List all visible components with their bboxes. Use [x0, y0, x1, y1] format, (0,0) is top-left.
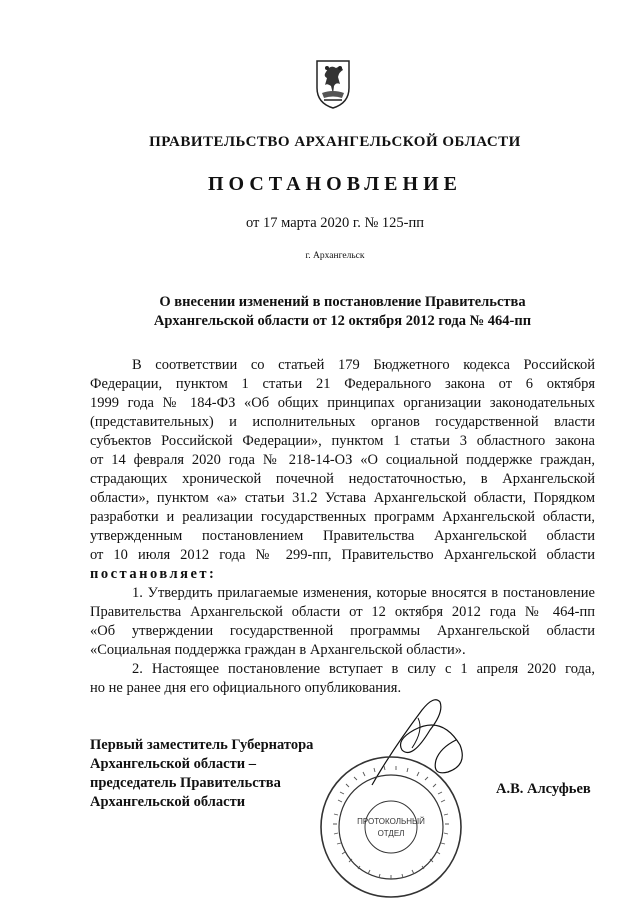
- signatory-title-line: Архангельской области –: [90, 756, 256, 772]
- body-line: «Об утверждении государственной программы Архангельской области: [90, 623, 595, 639]
- document-type: ПОСТАНОВЛЕНИЕ: [208, 173, 462, 195]
- document-subject: [90, 293, 595, 331]
- stamp-text-2: ОТДЕЛ: [377, 829, 405, 838]
- body-line: «Социальная поддержка граждан в Архангельской области».: [90, 642, 466, 658]
- body-line: Правительства Архангельской области от 12 октября 2012 года № 464-пп: [90, 604, 595, 620]
- body-line: области», пунктом «а» статьи 31.2 Устава Архангельской области, Порядком: [90, 490, 595, 506]
- subject-line: Архангельской области от 12 октября 2012 года № 464-пп: [153, 313, 532, 329]
- coat-of-arms-icon: [314, 58, 352, 110]
- official-stamp: [316, 752, 466, 902]
- stamp-text-1: ПРОТОКОЛЬНЫЙ: [357, 817, 425, 826]
- body-line: (представительных) и исполнительных органов государственной власти: [90, 414, 595, 430]
- body-line: 1999 года № 184-ФЗ «Об общих принципах организации законодательных: [90, 395, 595, 411]
- signer-name: А.В. Алсуфьев: [496, 781, 591, 797]
- body-line: утвержденным постановлением Правительства Архангельской области: [90, 528, 595, 544]
- document-date-number: от 17 марта 2020 г. № 125-пп: [245, 215, 425, 231]
- subject-line: О внесении изменений в постановление Правительства: [159, 294, 526, 310]
- signatory-title-line: Первый заместитель Губернатора: [90, 737, 314, 753]
- body-line: Федерации, пунктом 1 статьи 21 Федерального закона от 6 октября: [90, 376, 595, 392]
- document-body: [90, 356, 595, 698]
- body-line: от 10 июля 2012 года № 299-пп, Правительство Архангельской области: [90, 547, 595, 563]
- document-city: г. Архангельск: [305, 251, 365, 261]
- body-line: 2. Настоящее постановление вступает в силу с 1 апреля 2020 года,: [132, 661, 595, 677]
- body-line: страдающих хронической почечной недостаточностью, в Архангельской: [90, 471, 595, 487]
- signatory-title: [90, 736, 313, 812]
- body-line-resolves: постановляет:: [90, 566, 217, 582]
- signatory-title-line: председатель Правительства: [90, 775, 281, 791]
- body-line: субъектов Российской Федерации», пунктом 1 статьи 3 областного закона: [90, 433, 595, 449]
- body-line: В соответствии со статьей 179 Бюджетного кодекса Российской: [132, 357, 595, 373]
- body-line: но не ранее дня его официального опубликования.: [90, 680, 402, 696]
- body-line: разработки и реализации государственных программ Архангельской области,: [90, 509, 595, 525]
- organization-name: ПРАВИТЕЛЬСТВО АРХАНГЕЛЬСКОЙ ОБЛАСТИ: [149, 134, 521, 150]
- body-line: от 14 февраля 2020 года № 218-14-ОЗ «О социальной поддержке граждан,: [90, 452, 595, 468]
- body-line: 1. Утвердить прилагаемые изменения, которые вносятся в постановление: [132, 585, 595, 601]
- signatory-title-line: Архангельской области: [90, 794, 246, 810]
